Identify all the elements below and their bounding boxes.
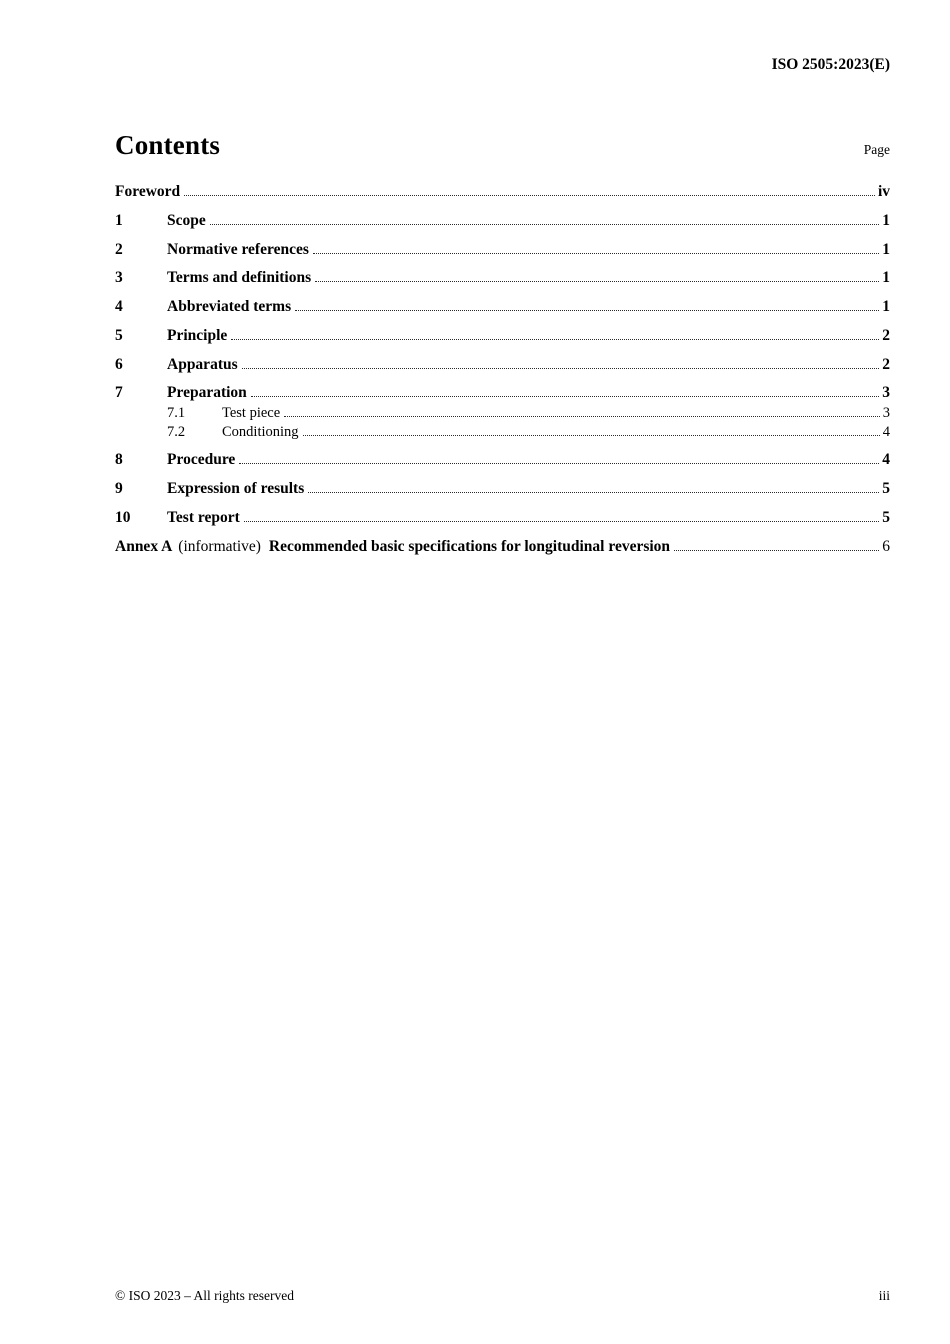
toc-entry-page: 4 [882, 423, 890, 440]
toc-entry-label: Abbreviated terms [167, 298, 292, 316]
dotted-leader [315, 281, 879, 282]
toc-entry-annex-a[interactable] [115, 538, 890, 556]
toc-entry-page: 1 [882, 269, 890, 287]
contents-title: Contents [115, 130, 221, 160]
document-reference: ISO 2505:2023(E) [771, 56, 890, 73]
table-of-contents [115, 183, 890, 557]
toc-entry-page: 1 [882, 240, 890, 258]
toc-entry-label: Terms and definitions [167, 269, 312, 287]
toc-entry-8[interactable] [115, 451, 890, 469]
toc-entry-page: iv [877, 183, 890, 200]
toc-entry-label: Recommended basic specifications for longitudinal reversion [268, 538, 671, 556]
page-footer [115, 1288, 890, 1304]
toc-entry-3[interactable] [115, 269, 890, 287]
toc-entry-label: Apparatus [167, 355, 238, 373]
toc-entry-7-2[interactable] [115, 424, 890, 441]
dotted-leader [284, 416, 880, 417]
toc-entry-number: 1 [115, 211, 123, 229]
toc-entry-10[interactable] [115, 509, 890, 527]
toc-entry-7[interactable] [115, 384, 890, 402]
dotted-leader [244, 521, 879, 522]
dotted-leader [674, 550, 879, 551]
toc-entry-label: Conditioning [222, 423, 299, 440]
toc-entry-6[interactable] [115, 356, 890, 374]
dotted-leader [239, 463, 879, 464]
toc-entry-label: Normative references [167, 240, 309, 258]
toc-entry-number: 7.1 [167, 404, 186, 421]
toc-entry-9[interactable] [115, 480, 890, 498]
dotted-leader [210, 224, 880, 225]
toc-entry-7-1[interactable] [115, 405, 890, 422]
page-column-label: Page [863, 142, 890, 157]
toc-entry-page: 1 [882, 298, 890, 316]
toc-entry-number: 9 [115, 480, 123, 498]
toc-entry-number: 8 [115, 451, 123, 469]
toc-entry-page: 2 [882, 355, 890, 373]
toc-entry-number: 2 [115, 240, 123, 258]
toc-entry-page: 2 [882, 326, 890, 344]
toc-entry-page: 6 [882, 538, 890, 556]
dotted-leader [308, 492, 879, 493]
toc-annex-prefix: Annex A [115, 538, 173, 556]
contents-header [115, 130, 890, 161]
toc-entry-page: 5 [882, 480, 890, 498]
toc-entry-label: Foreword [115, 183, 181, 200]
toc-entry-label: Test piece [222, 404, 281, 421]
toc-entry-page: 3 [882, 404, 890, 421]
toc-entry-number: 7.2 [167, 423, 186, 440]
dotted-leader [242, 368, 880, 369]
dotted-leader [251, 396, 879, 397]
dotted-leader [231, 339, 879, 340]
toc-entry-foreword[interactable] [115, 183, 890, 201]
toc-entry-number: 3 [115, 269, 123, 287]
toc-entry-page: 3 [882, 384, 890, 402]
toc-entry-label: Procedure [167, 451, 236, 469]
toc-entry-number: 4 [115, 298, 123, 316]
copyright-notice: © ISO 2023 – All rights reserved [115, 1288, 294, 1303]
toc-entry-label: Test report [167, 509, 240, 527]
toc-entry-label: Preparation [167, 384, 247, 402]
dotted-leader [184, 195, 875, 196]
toc-entry-label: Expression of results [167, 480, 305, 498]
dotted-leader [303, 435, 880, 436]
page-number: iii [878, 1288, 890, 1303]
toc-entry-2[interactable] [115, 241, 890, 259]
toc-entry-number: 5 [115, 326, 123, 344]
toc-entry-1[interactable] [115, 212, 890, 230]
toc-entry-page: 1 [882, 211, 890, 229]
toc-entry-page: 4 [882, 451, 890, 469]
toc-entry-label: Scope [167, 211, 206, 229]
toc-entry-number: 6 [115, 355, 123, 373]
dotted-leader [295, 310, 879, 311]
toc-entry-5[interactable] [115, 327, 890, 345]
toc-annex-qualifier: (informative) [178, 538, 261, 556]
toc-entry-4[interactable] [115, 298, 890, 316]
dotted-leader [313, 253, 879, 254]
toc-entry-page: 5 [882, 509, 890, 527]
toc-entry-label: Principle [167, 326, 228, 344]
toc-entry-number: 7 [115, 384, 123, 402]
toc-entry-number: 10 [115, 509, 131, 527]
